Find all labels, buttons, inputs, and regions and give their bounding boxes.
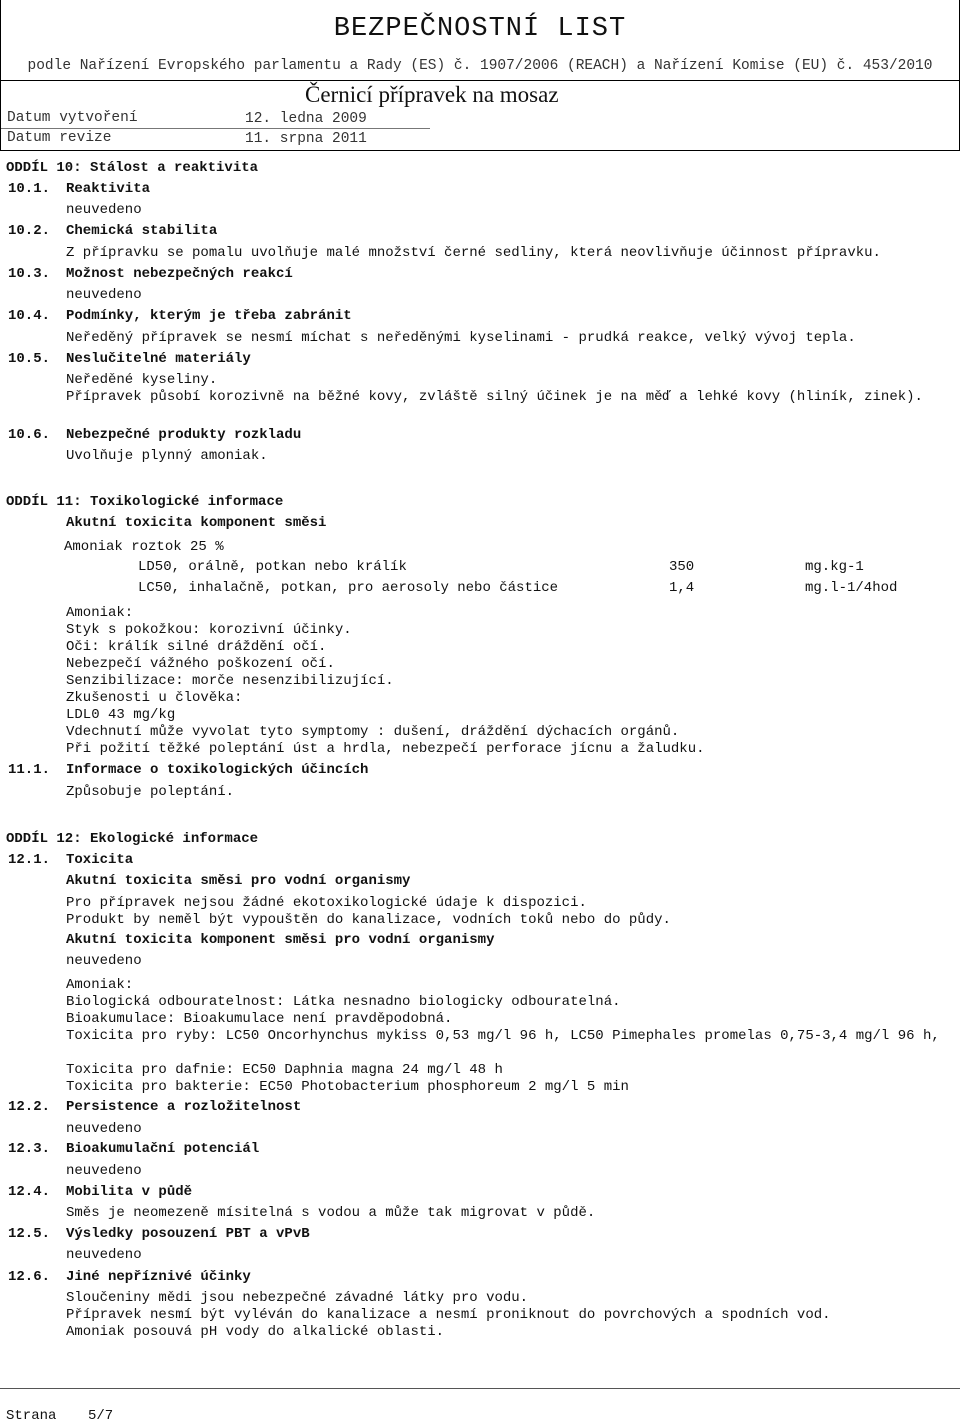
subsection-title: Jiné nepříznivé účinky <box>66 1269 251 1285</box>
component-aquatic-na: neuvedeno <box>66 953 142 969</box>
eco-note: Bioakumulace: Bioakumulace není pravděpodobná. <box>66 1011 453 1027</box>
subsection-number: 10.6. <box>8 427 51 443</box>
subsection-title: Podmínky, kterým je třeba zabránit <box>66 308 352 324</box>
eco-note: Biologická odbouratelnost: Látka nesnadno biologicky odbouratelná. <box>66 994 621 1010</box>
meta-divider <box>0 128 430 129</box>
eco-note: Toxicita pro bakterie: EC50 Photobacterium phosphoreum 2 mg/l 5 min <box>66 1079 629 1095</box>
aquatic-text: Pro přípravek nejsou žádné ekotoxikologické údaje k dispozici. <box>66 895 587 911</box>
section-12-heading: ODDÍL 12: Ekologické informace <box>6 831 259 847</box>
acute-toxicity-title: Akutní toxicita komponent směsi <box>66 515 327 531</box>
subsection-title: Výsledky posouzení PBT a vPvB <box>66 1226 310 1242</box>
eco-note: Amoniak: <box>66 977 134 993</box>
tox-note: Senzibilizace: morče nesenzibilizující. <box>66 673 394 689</box>
subsection-text: Neředěný přípravek se nesmí míchat s neředěnými kyselinami - prudká reakce, velký vývoj tepla. <box>66 330 856 346</box>
tox-row-desc: LD50, orálně, potkan nebo králík <box>138 559 407 575</box>
eco-note: Toxicita pro dafnie: EC50 Daphnia magna 24 mg/l 48 h <box>66 1062 503 1078</box>
subsection-number: 10.4. <box>8 308 51 324</box>
subsection-text: Sloučeniny mědi jsou nebezpečné závadné látky pro vodu. <box>66 1290 529 1306</box>
page-label: Strana <box>6 1408 57 1424</box>
tox-row-desc: LC50, inhalačně, potkan, pro aerosoly nebo částice <box>138 580 559 596</box>
document-title: BEZPEČNOSTNÍ LIST <box>333 14 627 44</box>
tox-note: Při požití těžké poleptání úst a hrdla, nebezpečí perforace jícnu a žaludku. <box>66 741 705 757</box>
subsection-title: Bioakumulační potenciál <box>66 1141 260 1157</box>
subsection-number: 10.3. <box>8 266 51 282</box>
subsection-number: 11.1. <box>8 762 51 778</box>
footer-divider <box>0 1388 960 1389</box>
subsection-text: neuvedeno <box>66 287 142 303</box>
subsection-title: Mobilita v půdě <box>66 1184 193 1200</box>
subsection-number: 10.5. <box>8 351 51 367</box>
subsection-text: neuvedeno <box>66 1247 142 1263</box>
subsection-number: 12.1. <box>8 852 51 868</box>
tox-row-unit: mg.kg-1 <box>805 559 864 575</box>
component-aquatic-title: Akutní toxicita komponent směsi pro vodní organismy <box>66 932 495 948</box>
tox-note: LDL0 43 mg/kg <box>66 707 176 723</box>
revised-value: 11. srpna 2011 <box>245 131 367 147</box>
subsection-title: Informace o toxikologických účincích <box>66 762 369 778</box>
subsection-title: Neslučitelné materiály <box>66 351 251 367</box>
tox-note: Nebezpečí vážného poškození očí. <box>66 656 335 672</box>
subsection-title: Chemická stabilita <box>66 223 218 239</box>
subsection-text: Z přípravku se pomalu uvolňuje malé množství černé sedliny, která neovlivňuje účinnost přípravku. <box>66 245 881 261</box>
subsection-number: 10.1. <box>8 181 51 197</box>
created-label: Datum vytvoření <box>7 110 138 126</box>
left-border <box>0 0 1 151</box>
created-value: 12. ledna 2009 <box>245 111 367 127</box>
aquatic-toxicity-title: Akutní toxicita směsi pro vodní organismy <box>66 873 411 889</box>
tox-note: Amoniak: <box>66 605 134 621</box>
tox-note: Vdechnutí může vyvolat tyto symptomy : dušení, dráždění dýchacích orgánů. <box>66 724 680 740</box>
subsection-text: neuvedeno <box>66 1163 142 1179</box>
regulation-text: podle Nařízení Evropského parlamentu a Rady (ES) č. 1907/2006 (REACH) a Nařízení Komise (EU) č. 453/2010 <box>27 58 933 74</box>
header-bottom-line <box>0 150 960 151</box>
page-number: 5/7 <box>88 1408 114 1424</box>
eco-note: Toxicita pro ryby: LC50 Oncorhynchus mykiss 0,53 mg/l 96 h, LC50 Pimephales promelas 0,75-3,4 mg/l 96 h, <box>66 1028 940 1044</box>
header-divider <box>0 80 960 81</box>
subsection-number: 12.5. <box>8 1226 51 1242</box>
subsection-text: Přípravek působí korozivně na běžné kovy, zvláště silný účinek je na měď a lehké kovy (hliník, zinek). <box>66 389 923 405</box>
section-11-heading: ODDÍL 11: Toxikologické informace <box>6 494 284 510</box>
tox-row-unit: mg.l-1/4hod <box>805 580 898 596</box>
tox-row-value: 350 <box>669 559 695 575</box>
subsection-text: Neředěné kyseliny. <box>66 372 218 388</box>
revised-label: Datum revize <box>7 130 112 146</box>
section-10-heading: ODDÍL 10: Stálost a reaktivita <box>6 160 259 176</box>
subsection-text: Uvolňuje plynný amoniak. <box>66 448 268 464</box>
subsection-number: 10.2. <box>8 223 51 239</box>
subsection-text: Směs je neomezeně mísitelná s vodou a může tak migrovat v půdě. <box>66 1205 596 1221</box>
product-name: Černicí přípravek na mosaz <box>305 82 559 107</box>
subsection-text: Způsobuje poleptání. <box>66 784 235 800</box>
subsection-title: Možnost nebezpečných reakcí <box>66 266 293 282</box>
subsection-text: Amoniak posouvá pH vody do alkalické oblasti. <box>66 1324 445 1340</box>
component-name: Amoniak roztok 25 % <box>64 539 224 555</box>
subsection-number: 12.6. <box>8 1269 51 1285</box>
subsection-text: Přípravek nesmí být vyléván do kanalizace a nesmí proniknout do povrchových a spodních vod. <box>66 1307 831 1323</box>
subsection-title: Reaktivita <box>66 181 151 197</box>
subsection-number: 12.4. <box>8 1184 51 1200</box>
tox-note: Zkušenosti u člověka: <box>66 690 243 706</box>
tox-note: Styk s pokožkou: korozivní účinky. <box>66 622 352 638</box>
tox-row-value: 1,4 <box>669 580 695 596</box>
subsection-number: 12.3. <box>8 1141 51 1157</box>
subsection-text: neuvedeno <box>66 1121 142 1137</box>
tox-note: Oči: králík silné dráždění očí. <box>66 639 327 655</box>
subsection-title: Persistence a rozložitelnost <box>66 1099 302 1115</box>
subsection-title: Toxicita <box>66 852 134 868</box>
subsection-number: 12.2. <box>8 1099 51 1115</box>
subsection-title: Nebezpečné produkty rozkladu <box>66 427 302 443</box>
aquatic-text: Produkt by neměl být vypouštěn do kanalizace, vodních toků nebo do půdy. <box>66 912 671 928</box>
subsection-text: neuvedeno <box>66 202 142 218</box>
